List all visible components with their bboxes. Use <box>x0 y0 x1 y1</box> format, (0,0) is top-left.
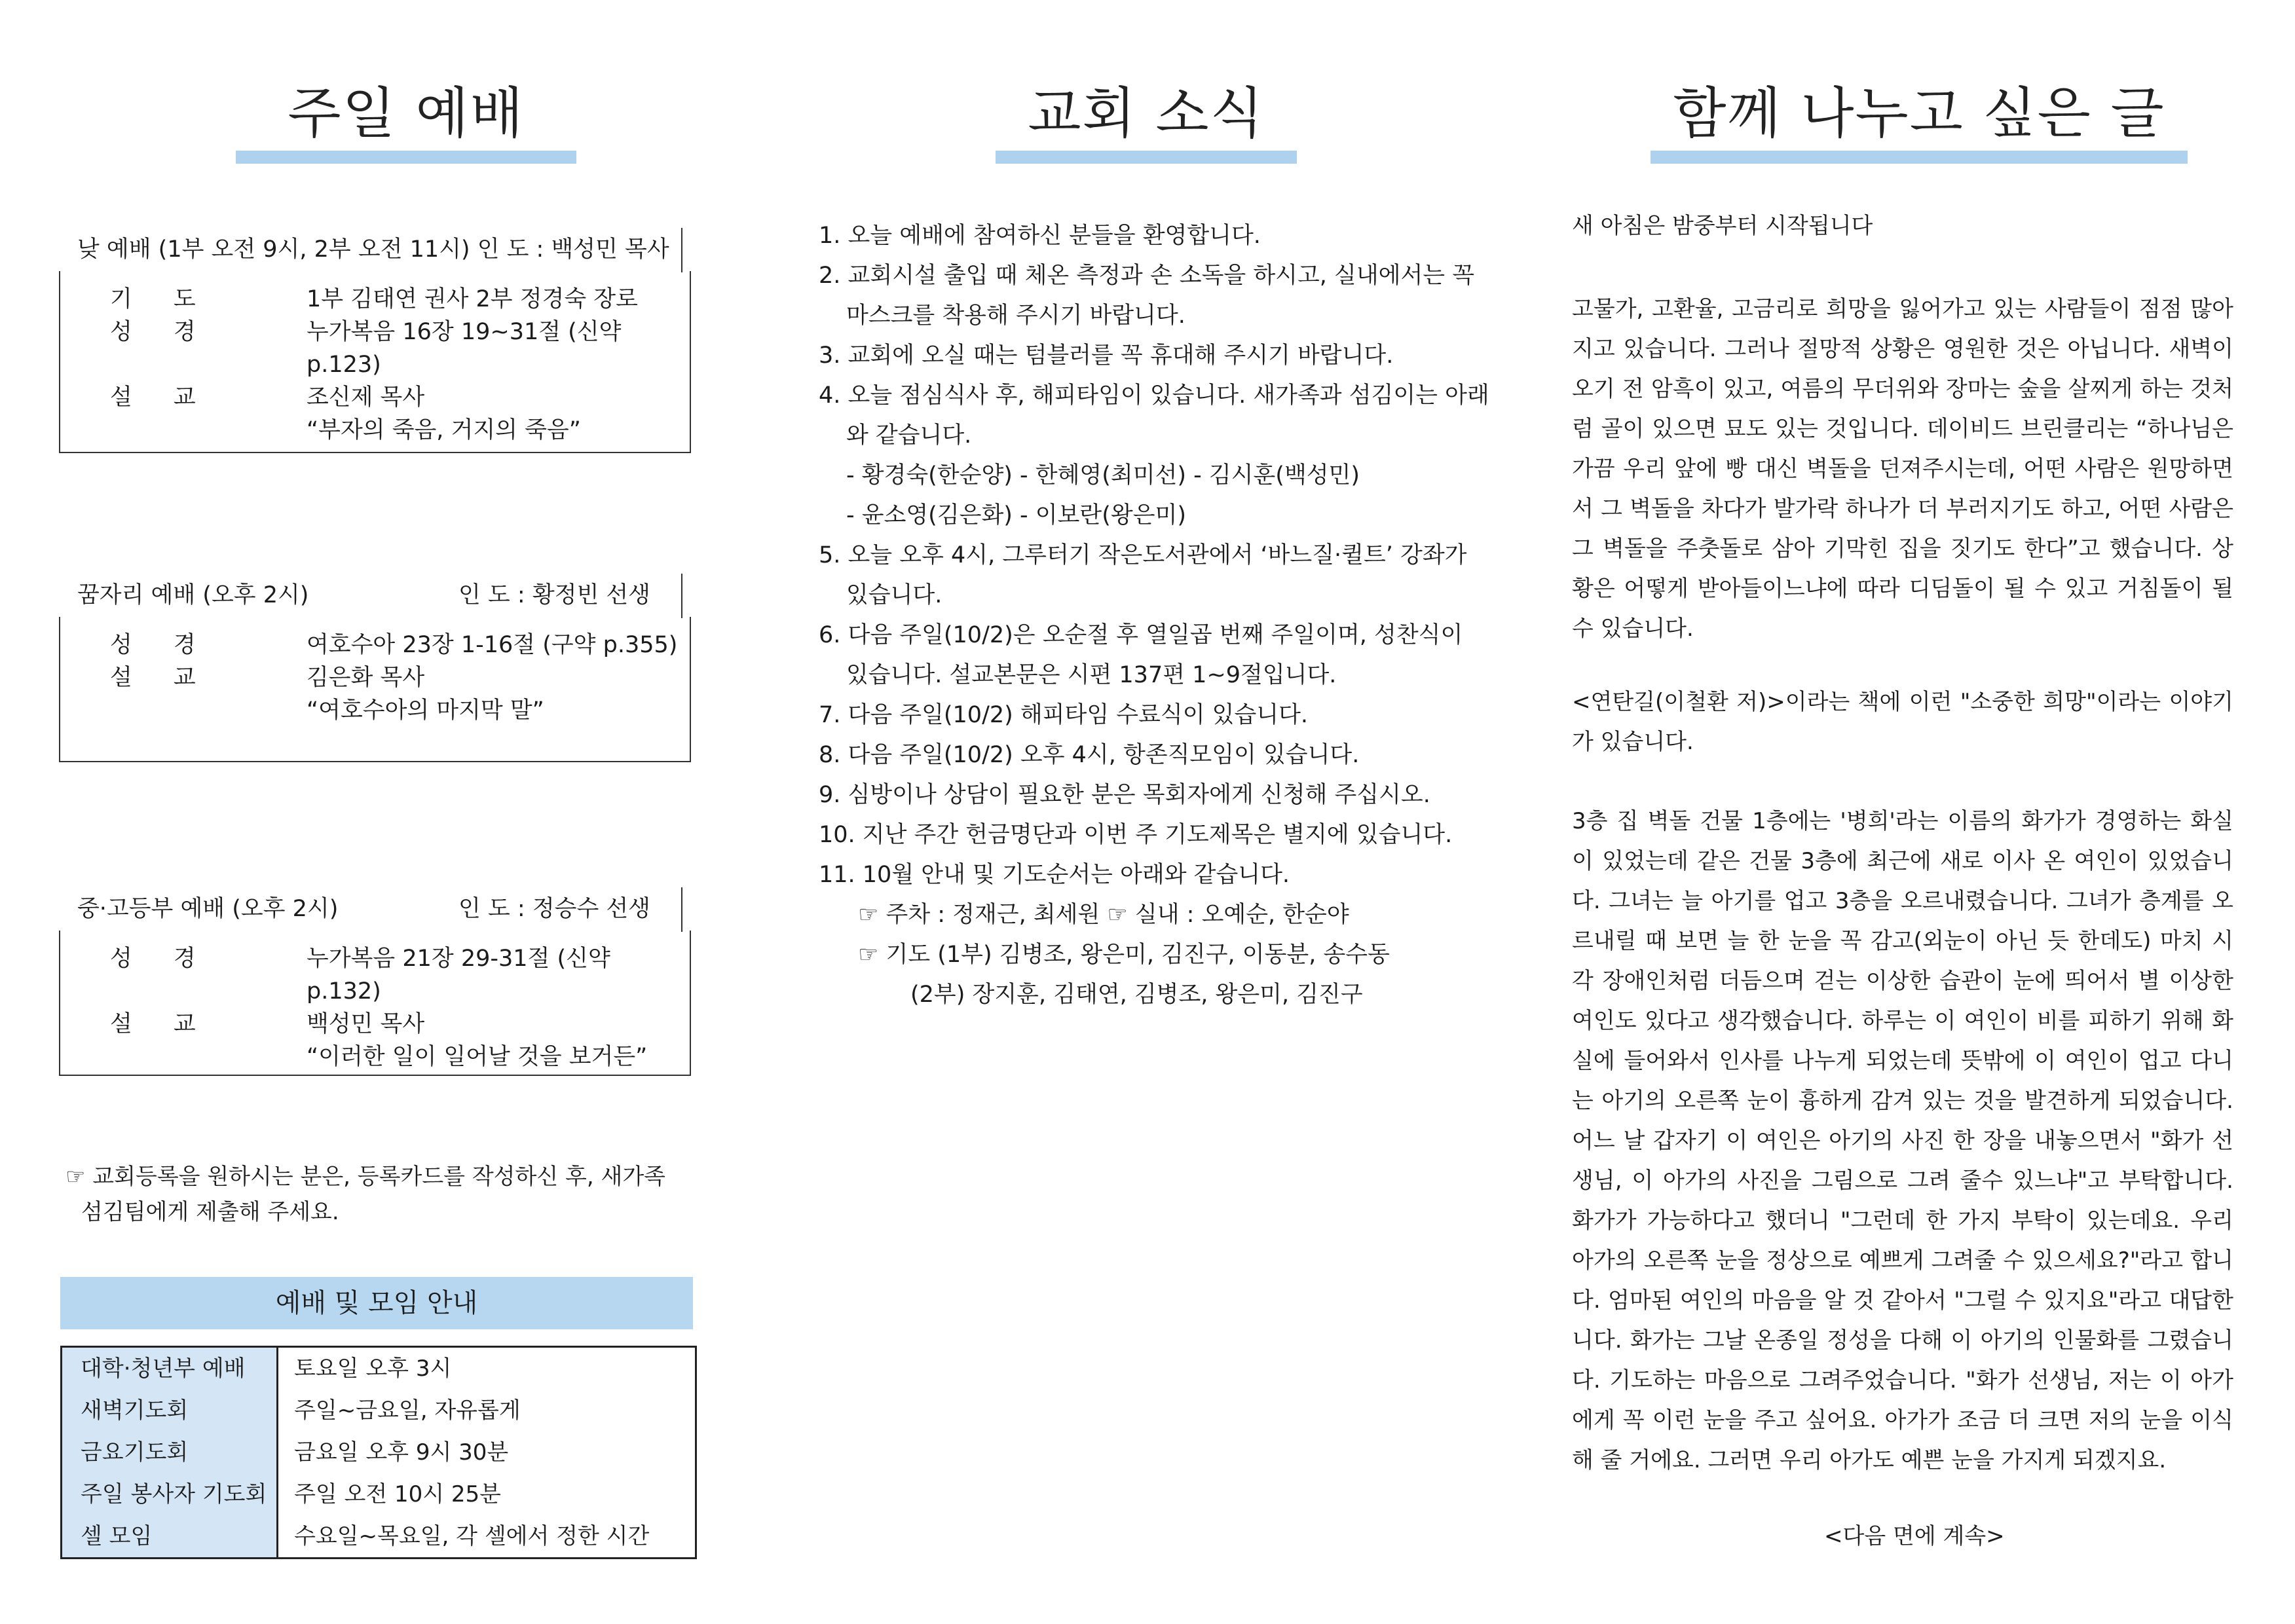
service-block <box>59 574 691 762</box>
schedule-row: 새벽기도회 주일~금요일, 자유롭게 <box>62 1390 695 1431</box>
news-item: 있습니다. <box>846 582 942 608</box>
news-item: - 황경숙(한순양) - 한혜영(최미선) - 김시훈(백성민) <box>846 462 1360 489</box>
news-item: 1. 오늘 예배에 참여하신 분들을 환영합니다. <box>819 223 1261 249</box>
service-header: 꿈자리 예배 (오후 2시) 인 도 : 황정빈 선생 <box>59 574 691 617</box>
schedule-row: 주일 봉사자 기도회 주일 오전 10시 25분 <box>62 1473 695 1515</box>
schedule-row: 셀 모임 수요일~목요일, 각 셀에서 정한 시간 <box>62 1515 695 1557</box>
service-row: 설 교 조신제 목사 <box>110 384 425 411</box>
essay-paragraph: 고물가, 고환율, 고금리로 희망을 잃어가고 있는 사람들이 점점 많아지고 있습니다. 그러나 절망적 상황은 영원한 것은 아닙니다. 새벽이 오기 전 암흑이 있고, 여름의 무더위와 장마는 숲을 살찌게 하는 것처럼 골이 있으면 묘도 있는 것입니다. 데이비드 브린클리는 “하나님은 가끔 우리 앞에 빵 대신 벽돌을 던져주시는데, 어떤 사람은 원망하면서 그 벽돌을 차다가 발가락 하나가 더 부러지기도 하고, 어떤 사람은 그 벽돌을 주춧돌로 삼아 기막힌 집을 짓기도 한다”고 했습니다. 상황은 어떻게 받아들이느냐에 따라 디딤돌이 될 수 있고 거침돌이 될 수 있습니다. <box>1572 296 2233 642</box>
schedule-table <box>60 1346 697 1559</box>
service-header-left: 낮 예배 (1부 오전 9시, 2부 오전 11시) 인 도 : 백성민 목사 <box>77 236 669 263</box>
news-item: 9. 심방이나 상담이 필요한 분은 목회자에게 신청해 주십시오. <box>819 782 1430 808</box>
service-details <box>59 617 691 762</box>
news-item: 11. 10월 안내 및 기도순서는 아래와 같습니다. <box>819 862 1290 888</box>
news-item: 마스크를 착용해 주시기 바랍니다. <box>846 303 1185 329</box>
service-row: 설 교 백성민 목사 <box>110 1011 425 1037</box>
news-item: 와 같습니다. <box>846 422 972 449</box>
news-item: - 윤소영(김은화) - 이보란(왕은미) <box>846 502 1186 528</box>
news-item: 5. 오늘 오후 4시, 그루터기 작은도서관에서 ‘바느질·퀼트’ 강좌가 <box>819 542 1467 568</box>
service-header: 중·고등부 예배 (오후 2시) 인 도 : 정승수 선생 <box>59 887 691 931</box>
news-item: 10. 지난 주간 헌금명단과 이번 주 기도제목은 별지에 있습니다. <box>819 822 1453 848</box>
service-row: 성 경 누가복음 16장 19~31절 (신약 p.123) <box>110 319 622 378</box>
news-item: ☞ 기도 (1부) 김병조, 왕은미, 김진구, 이동분, 송수동 <box>858 942 1390 968</box>
title-underline <box>1651 151 2188 164</box>
service-row: “여호수아의 마지막 말” <box>307 697 544 724</box>
service-row: “부자의 죽음, 거지의 죽음” <box>307 417 581 443</box>
service-block <box>59 887 691 1076</box>
essay-subtitle: 새 아침은 밤중부터 시작됩니다 <box>1572 213 1873 239</box>
service-details <box>59 271 691 453</box>
news-item: 4. 오늘 점심식사 후, 해피타임이 있습니다. 새가족과 섬김이는 아래 <box>819 382 1489 409</box>
news-item: 8. 다음 주일(10/2) 오후 4시, 항존직모임이 있습니다. <box>819 742 1360 768</box>
service-row: 성 경 누가복음 21장 29-31절 (신약 p.132) <box>110 946 610 1005</box>
news-item: 7. 다음 주일(10/2) 해피타임 수료식이 있습니다. <box>819 702 1309 728</box>
service-row: 설 교 김은화 목사 <box>110 665 425 691</box>
service-row: “이러한 일이 일어날 것을 보거든” <box>307 1044 648 1070</box>
essay-paragraph: <연탄길(이철환 저)>이라는 책에 이런 "소중한 희망"이라는 이야기가 있습니다. <box>1572 689 2233 755</box>
service-header <box>59 228 691 271</box>
essay-paragraph: 3층 집 벽돌 건물 1층에는 '병희'라는 이름의 화가가 경영하는 화실이 있었는데 같은 건물 3층에 최근에 새로 이사 온 여인이 있었습니다. 그녀는 늘 아기를 업고 3층을 오르내렸습니다. 그녀가 층계를 오르내릴 때 보면 늘 한 눈을 꼭 감고(외눈이 아닌 듯 한데도) 마치 시각 장애인처럼 더듬으며 걷는 이상한 습관이 눈에 띄어서 별 이상한 여인도 있다고 생각했습니다. 하루는 이 여인이 비를 피하기 위해 화실에 들어와서 인사를 나누게 되었는데 뜻밖에 이 여인이 업고 다니는 아기의 오른쪽 눈이 흉하게 감겨 있는 것을 발견하게 되었습니다. 어느 날 갑자기 이 여인은 아기의 사진 한 장을 내놓으면서 "화가 선생님, 이 아가의 사진을 그림으로 그려 줄수 있느냐"고 부탁합니다. 화가가 가능하다고 했더니 "그런데 한 가지 부탁이 있는데요. 우리 아가의 오른쪽 눈을 정상으로 예쁘게 그려줄 수 있으세요?"라고 합니다. 엄마된 여인의 마음을 알 것 같아서 "그럴 수 있지요"라고 대답한니다. 화가는 그날 온종일 정성을 다해 이 아기의 인물화를 그렸습니다. 기도하는 마음으로 그려주었습니다. "화가 선생님, 저는 이 아가에게 꼭 이런 눈을 주고 싶어요. 아가가 조금 더 크면 저의 눈을 이식해 줄 거에요. 그러면 우리 아가도 예쁜 눈을 가지게 되겠지요. <box>1572 808 2233 1473</box>
continued-note: <다음 면에 계속> <box>1824 1523 2005 1549</box>
title-underline <box>236 151 576 164</box>
news-title: 교회 소식 <box>996 77 1297 149</box>
news-item: (2부) 장지훈, 김태연, 김병조, 왕은미, 김진구 <box>910 982 1363 1008</box>
worship-title: 주일 예배 <box>236 77 576 149</box>
news-list <box>819 216 1489 1015</box>
service-row: 성 경 여호수아 23장 1-16절 (구약 p.355) <box>110 632 678 658</box>
news-item: 3. 교회에 오실 때는 텀블러를 꼭 휴대해 주시기 바랍니다. <box>819 342 1394 369</box>
service-details <box>59 931 691 1076</box>
schedule-title: 예배 및 모임 안내 <box>60 1277 693 1329</box>
schedule-row: 대학·청년부 예배 토요일 오후 3시 <box>62 1348 695 1390</box>
frame-line <box>681 228 682 272</box>
service-row: 기 도 1부 김태연 권사 2부 정경숙 장로 <box>110 286 638 312</box>
schedule-row: 금요기도회 금요일 오후 9시 30분 <box>62 1431 695 1473</box>
share-title: 함께 나누고 싶은 글 <box>1651 77 2188 149</box>
frame-line <box>681 887 682 932</box>
news-item: ☞ 주차 : 정재근, 최세원 ☞ 실내 : 오예순, 한순야 <box>858 902 1349 928</box>
registration-note: ☞ 교회등록을 원하시는 분은, 등록카드를 작성하신 후, 새가족 섬김팀에게 제출해 주세요. <box>65 1164 666 1225</box>
news-item: 2. 교회시설 출입 때 체온 측정과 손 소독을 하시고, 실내에서는 꼭 <box>819 263 1475 289</box>
service-block <box>59 228 691 453</box>
news-item: 6. 다음 주일(10/2)은 오순절 후 열일곱 번째 주일이며, 성찬식이 <box>819 622 1463 648</box>
title-underline <box>996 151 1297 164</box>
news-item: 있습니다. 설교본문은 시편 137편 1~9절입니다. <box>846 662 1337 688</box>
frame-line <box>681 574 682 618</box>
